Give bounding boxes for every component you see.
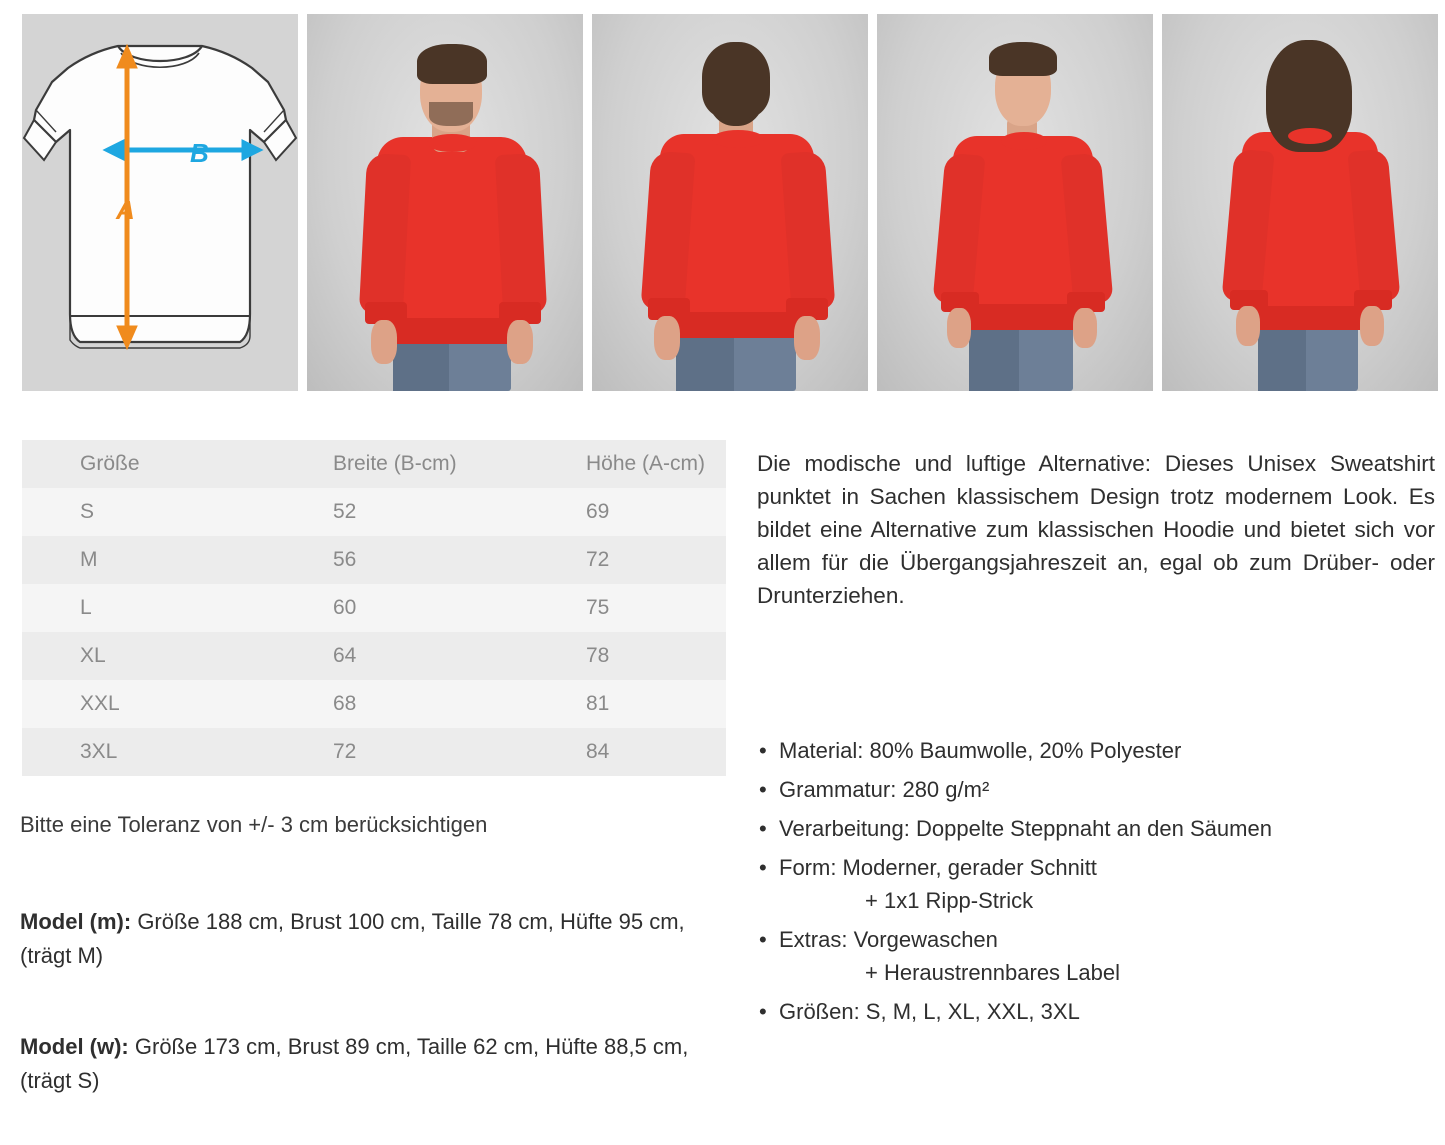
model-male-back-figure	[592, 14, 868, 391]
column-header-height: Höhe (A-cm)	[586, 452, 706, 475]
model-male-front-figure	[307, 14, 583, 391]
table-row	[22, 680, 726, 728]
model-male-specs	[20, 905, 720, 973]
gallery-item-model-male-front[interactable]	[307, 14, 583, 391]
table-row	[22, 536, 726, 584]
cell-height: 84	[586, 740, 610, 763]
cell-width: 60	[333, 596, 357, 619]
cell-size: M	[80, 548, 98, 571]
model-female-front-figure	[877, 14, 1153, 391]
gallery-item-size-diagram[interactable]	[22, 14, 298, 391]
model-female-back-figure	[1162, 14, 1438, 391]
cell-height: 75	[586, 596, 610, 619]
table-row	[22, 728, 726, 776]
product-feature-list	[757, 740, 1445, 1040]
table-row	[22, 632, 726, 680]
list-item: • Form: Moderner, gerader Schnitt	[757, 857, 1445, 879]
table-row	[22, 584, 726, 632]
cell-height: 81	[586, 692, 610, 715]
model-female-label: Model (w):	[20, 1034, 129, 1059]
list-item: • Material: 80% Baumwolle, 20% Polyester	[757, 740, 1445, 762]
gallery-item-model-female-back[interactable]	[1162, 14, 1438, 391]
cell-height: 72	[586, 548, 610, 571]
product-description: Die modische und luftige Alternative: Dieses Unisex Sweatshirt punktet in Sachen klassischem Design trotz modernem Look. Es bildet eine Alternative zum klassischen Hoodie und bietet sich vor allem für die Übergangsjahreszeit an, egal ob zum Drüber- oder Drunterziehen.	[757, 451, 1435, 609]
cell-size: L	[80, 596, 92, 619]
column-header-size: Größe	[80, 452, 140, 475]
list-item: • Verarbeitung: Doppelte Steppnaht an den Säumen	[757, 818, 1445, 840]
cell-width: 64	[333, 644, 357, 667]
list-item: • Größen: S, M, L, XL, XXL, 3XL	[757, 1001, 1445, 1023]
cell-height: 69	[586, 500, 610, 523]
cell-size: 3XL	[80, 740, 118, 763]
diagram-label-b: B	[190, 138, 209, 168]
model-female-specs	[20, 1030, 720, 1098]
feature-text-grammatur: Grammatur: 280 g/m²	[779, 777, 990, 802]
list-item	[757, 779, 1445, 801]
diagram-label-a: A	[116, 195, 135, 225]
model-male-text: Größe 188 cm, Brust 100 cm, Taille 78 cm, Hüfte 95 cm, (trägt M)	[20, 909, 685, 969]
cell-size: XL	[80, 644, 106, 667]
table-header-row	[22, 440, 726, 488]
cell-width: 52	[333, 500, 357, 523]
gallery-item-model-female-front[interactable]	[877, 14, 1153, 391]
cell-size: S	[80, 500, 95, 523]
column-header-width: Breite (B-cm)	[333, 452, 457, 475]
model-male-label: Model (m):	[20, 909, 132, 934]
list-item-sub: + Heraustrennbares Label	[865, 960, 1120, 985]
cell-width: 72	[333, 740, 357, 763]
product-image-gallery	[22, 14, 1426, 391]
cell-width: 56	[333, 548, 357, 571]
list-item: • Extras: Vorgewaschen	[757, 929, 1445, 951]
cell-size: XXL	[80, 692, 120, 715]
sweatshirt-technical-drawing-icon	[22, 14, 298, 391]
model-female-text: Größe 173 cm, Brust 89 cm, Taille 62 cm, Hüfte 88,5 cm, (trägt S)	[20, 1034, 689, 1094]
cell-height: 78	[586, 644, 610, 667]
cell-width: 68	[333, 692, 357, 715]
tolerance-note: Bitte eine Toleranz von +/- 3 cm berücksichtigen	[20, 812, 488, 837]
size-chart-table	[22, 440, 726, 776]
table-row	[22, 488, 726, 536]
list-item-sub: + 1x1 Ripp-Strick	[865, 888, 1034, 913]
gallery-item-model-male-back[interactable]	[592, 14, 868, 391]
